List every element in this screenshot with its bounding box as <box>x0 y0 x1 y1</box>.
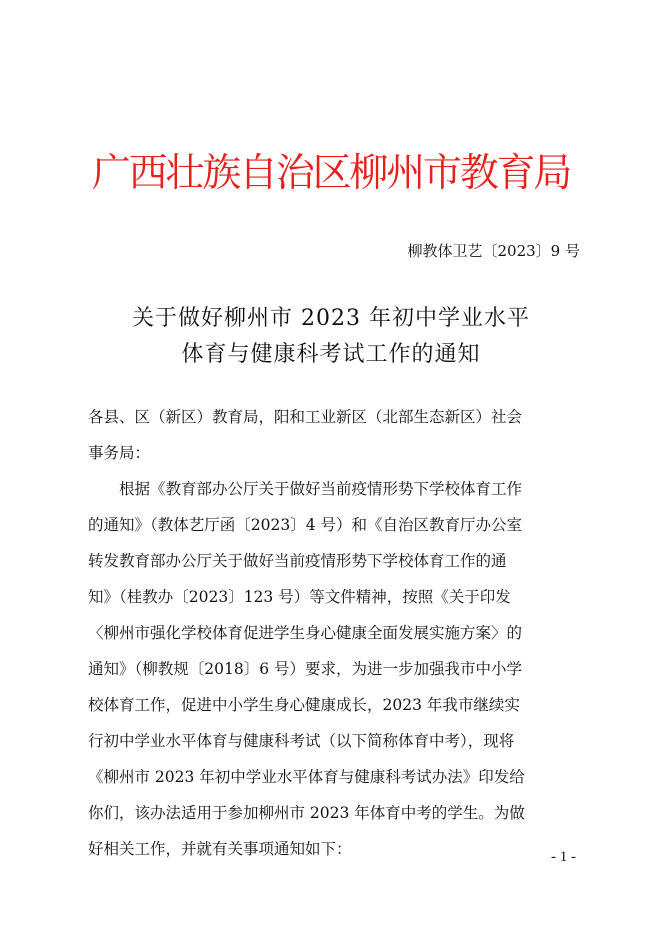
document-title-line: 体育与健康科考试工作的通知 <box>181 342 481 367</box>
body-text-line: 好相关工作，并就有关事项通知如下： <box>88 840 352 858</box>
body-text-line: 的通知》（教体艺厅函〔2023〕4 号）和《自治区教育厅办公室 <box>88 516 522 534</box>
body-text-line: 〈柳州市强化学校体育促进学生身心健康全面发展实施方案〉的 <box>88 624 523 642</box>
body-text-line: 通知》（柳教规〔2018〕6 号）要求，为进一步加强我市中小学 <box>88 660 522 678</box>
body-text-line: 你们，该办法适用于参加柳州市 2023 年体育中考的学生。为做 <box>88 804 525 822</box>
body-text-line: 事务局： <box>88 444 151 462</box>
body-text-line: 《柳州市 2023 年初中学业水平体育与健康科考试办法》印发给 <box>88 768 525 786</box>
body-text-line: 知》（桂教办〔2023〕123 号）等文件精神，按照《关于印发 <box>88 588 511 606</box>
body-text-line: 根据《教育部办公厅关于做好当前疫情形势下学校体育工作 <box>88 480 523 498</box>
body-text-line: 校体育工作，促进中小学生身心健康成长，2023 年我市继续实 <box>88 696 520 714</box>
document-number: 柳教体卫艺〔2023〕9 号 <box>407 242 580 260</box>
body-text-line: 各县、区（新区）教育局，阳和工业新区（北部生态新区）社会 <box>88 408 523 426</box>
page-number: - 1 - <box>551 849 576 865</box>
issuing-authority-header: 广西壮族自治区柳州市教育局 <box>91 151 571 196</box>
body-text-line: 转发教育部办公厅关于做好当前疫情形势下学校体育工作的通 <box>88 552 507 570</box>
document-title-line: 关于做好柳州市 2023 年初中学业水平 <box>132 306 530 331</box>
body-text-line: 行初中学业水平体育与健康科考试（以下简称体育中考），现将 <box>88 732 515 750</box>
